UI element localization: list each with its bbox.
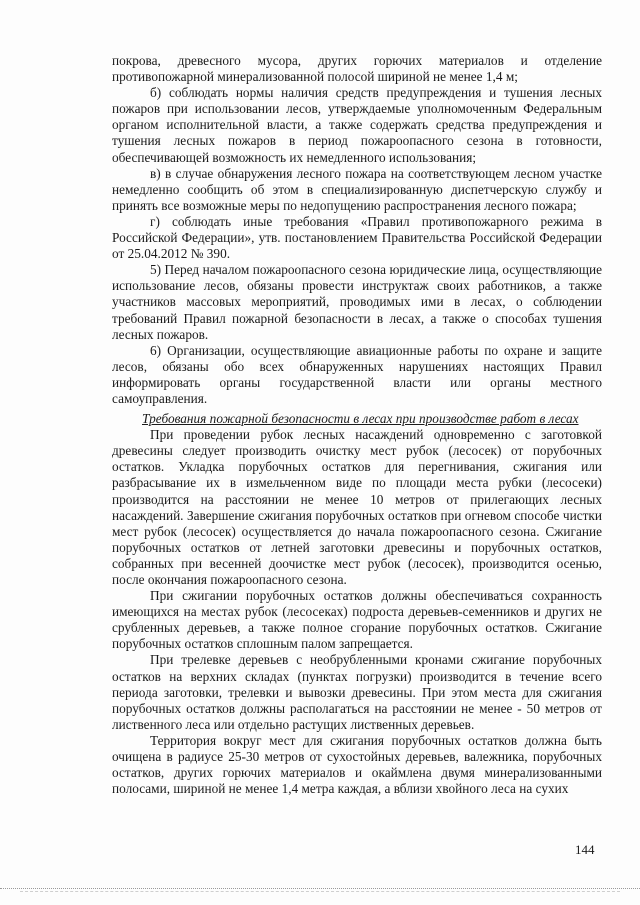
section-paragraph-trelevka: При трелевке деревьев с необрубленными кронами сжигание порубочных остатков на верхних складах (пунктах погрузки) производится в течение всего периода заготовки, трелевки и вывозки древесины. При этом места для сжигания порубочных остатков должны располагаться на расстоянии не менее - 50 метров от лиственного леса или отдельно растущих лиственных деревьев.	[112, 652, 602, 732]
scan-edge-line	[0, 888, 640, 889]
section-heading: Требования пожарной безопасности в лесах при производстве работ в лесах	[142, 411, 579, 427]
section-paragraph-territoriya: Территория вокруг мест для сжигания порубочных остатков должна быть очищена в радиусе 25-30 метров от сухостойных деревьев, валежника, порубочных остатков, других горючих материалов и окаймлена двумя минерализованными полосами, шириной не менее 1,4 метра каждая, а вблизи хвойного леса на сухих	[112, 732, 602, 797]
document-body	[112, 53, 602, 797]
section-paragraph-rubki: При проведении рубок лесных насаждений одновременно с заготовкой древесины следует производить очистку мест рубок (лесосек) от порубочных остатков. Укладка порубочных остатков для перегнивания, сжигания или разбрасывание их в измельченном виде по площади места рубки (лесосеки) производится на расстоянии не менее 10 метров от прилегающих лесных насаждений. Завершение сжигания порубочных остатков при огневом способе чистки мест рубок (лесосек) осуществляется до начала пожароопасного сезона. Сжигание порубочных остатков от летней заготовки древесины и порубочных остатков, собранных при весенней доочистке мест рубок (лесосек), производится осенью, после окончания пожароопасного сезона.	[112, 427, 602, 587]
paragraph-item-6: 6) Организации, осуществляющие авиационные работы по охране и защите лесов, обязаны обо всех обнаруженных нарушениях настоящих Правил информировать органы государственной власти или органы местного самоуправления.	[112, 342, 602, 406]
page-number: 144	[575, 842, 595, 857]
section-paragraph-szhiganie: При сжигании порубочных остатков должны обеспечиваться сохранность имеющихся на местах рубок (лесосеках) подроста деревьев-семенников и других не срубленных деревьев, а также полное сгорание порубочных остатков. Сжигание порубочных остатков сплошным палом запрещается.	[112, 588, 602, 652]
scan-edge-line-secondary	[20, 891, 620, 892]
paragraph-item-g: г) соблюдать иные требования «Правил противопожарного режима в Российской Федерации», утв. постановлением Правительства Российской Федерации от 25.04.2012 № 390.	[112, 213, 602, 262]
paragraph-item-v: в) в случае обнаружения лесного пожара на соответствующем лесном участке немедленно сообщить об этом в специализированную диспетчерскую службу и принять все возможные меры по недопущению распространения лесного пожара;	[112, 165, 602, 213]
paragraph-item-5: 5) Перед началом пожароопасного сезона юридические лица, осуществляющие использование лесов, обязаны провести инструктаж своих работников, а также участников массовых мероприятий, проводимых ими в лесах, о соблюдении требований Правил пожарной безопасности в лесах, а также о способах тушения лесных пожаров.	[112, 262, 602, 342]
paragraph-item-b: б) соблюдать нормы наличия средств предупреждения и тушения лесных пожаров при использовании лесов, утверждаемые уполномоченным Федеральным органом исполнительной власти, а также содержать средства предупреждения и тушения лесных пожаров в период пожароопасного сезона в готовности, обеспечивающей возможность их немедленного использования;	[112, 85, 602, 165]
paragraph-continuation: покрова, древесного мусора, других горючих материалов и отделение противопожарной минерализованной полосой шириной не менее 1,4 м;	[112, 53, 602, 85]
